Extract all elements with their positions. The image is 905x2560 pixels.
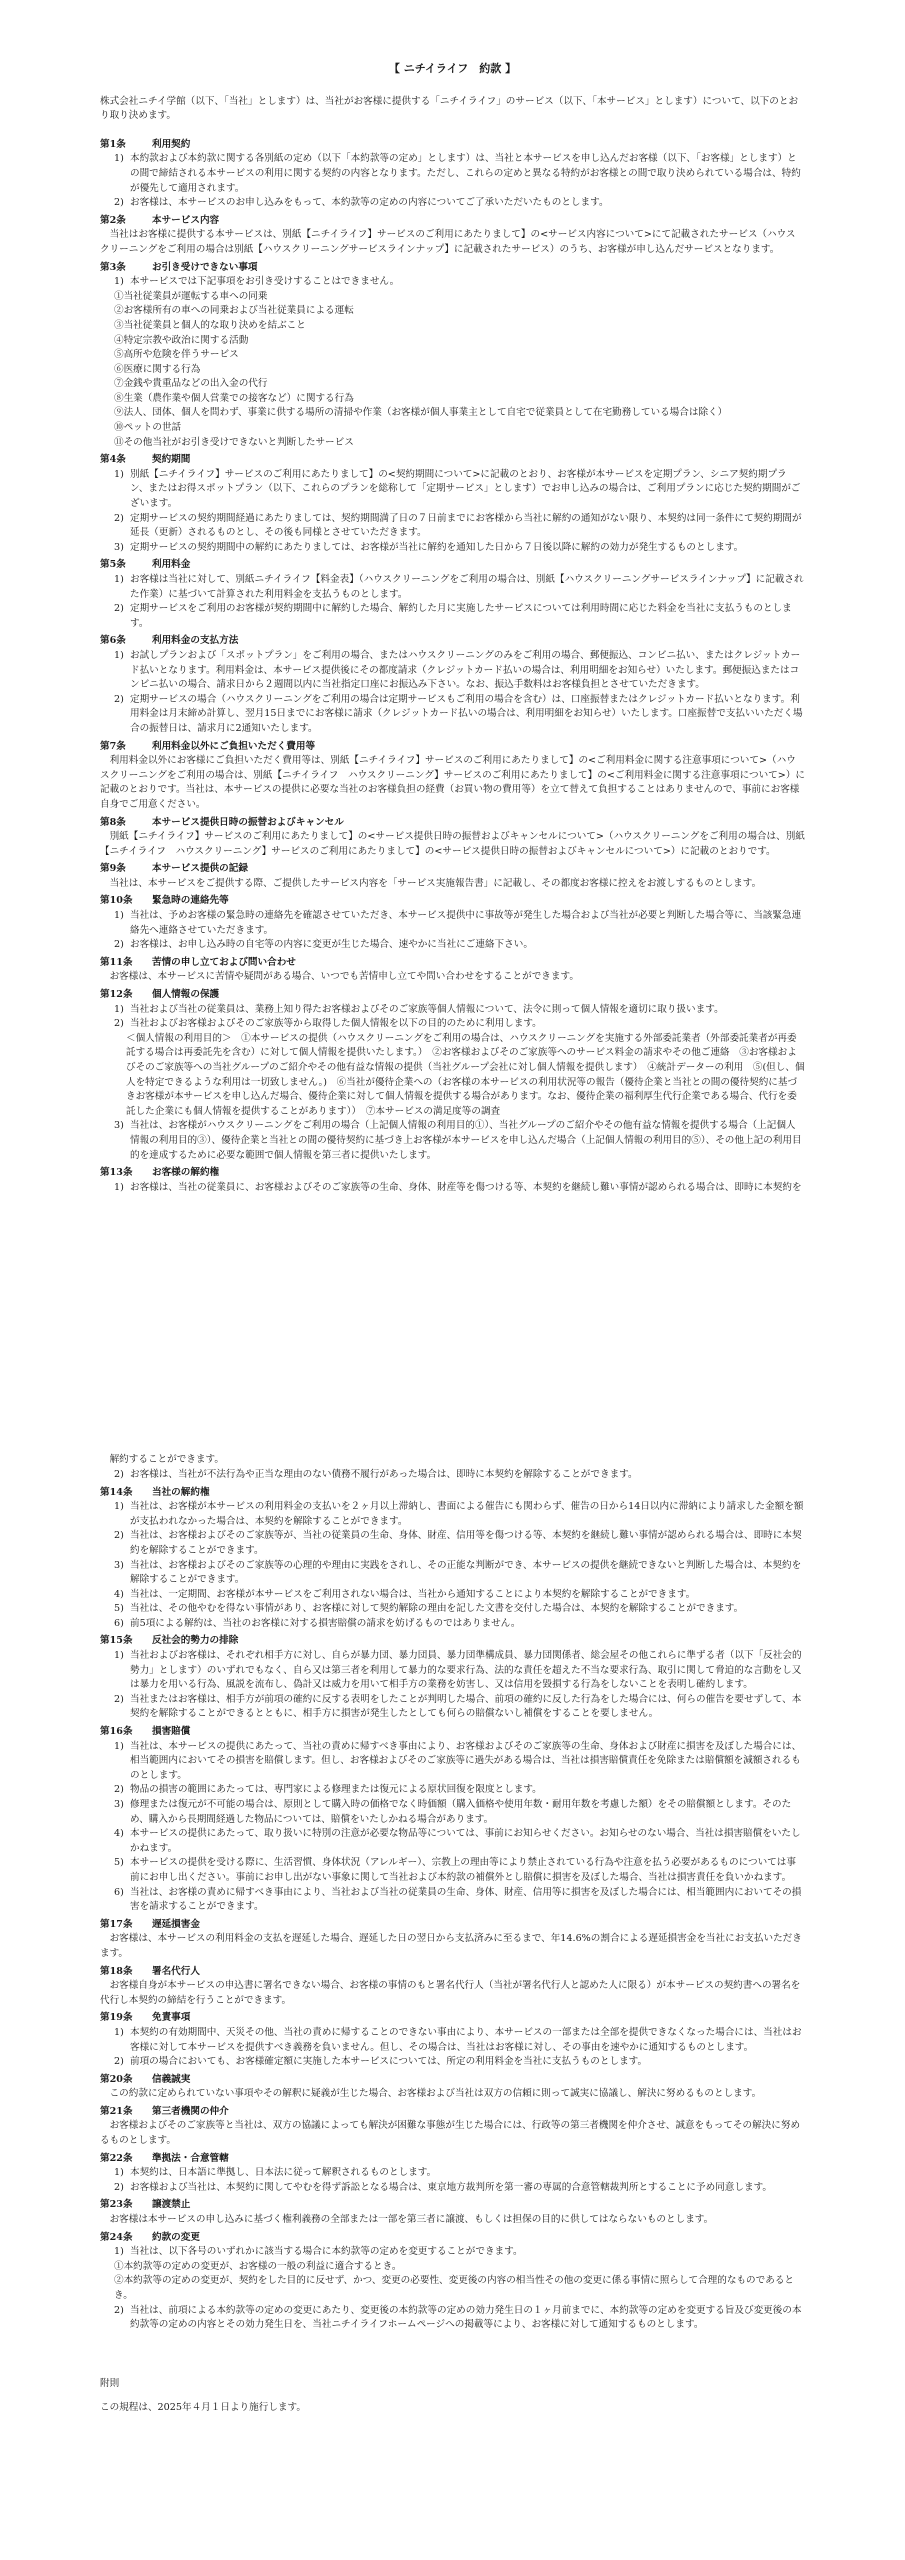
article-paragraph: この約款に定められていない事項やその解釈に疑義が生じた場合、お客様および当社は双方の信頼に則って誠実に協議し、解決に努めるものとします。 — [109, 2088, 762, 2100]
article-heading — [100, 261, 805, 276]
article-section — [100, 2231, 805, 2333]
article-heading — [100, 740, 805, 755]
article-paragraph: お客様は、本サービスの利用料金の支払を遅延した場合、遅延した日の翌日から支払済みに至るまで、年14.6%の割合による遅延損害金を当社にお支払いただきます。 — [100, 1933, 802, 1959]
article-section — [100, 956, 805, 985]
article-number: 第19条 — [100, 2012, 133, 2024]
article-section — [100, 2073, 805, 2102]
article-clause — [100, 1827, 805, 1856]
terms-sections-part-2 — [100, 1453, 805, 2332]
article-clause — [100, 1588, 805, 1603]
clause-text: お客様は、本サービスのお申し込みをもって、本約款等の定めの内容についてご了承いただいたものとします。 — [130, 197, 609, 209]
enumerated-line: ②お客様所有の車への同乗および当社従業員による運転 — [114, 305, 354, 317]
article-title: お客様の解約権 — [152, 1167, 220, 1179]
article-number: 第2条 — [100, 214, 126, 226]
article-number: 第11条 — [100, 956, 133, 968]
article-title: 利用料金 — [152, 559, 191, 571]
article-title: 本サービス提供の記録 — [152, 863, 248, 875]
appendix-text: この規程は、2025年４月１日より施行します。 — [100, 2402, 306, 2414]
clause-number: 2) — [114, 939, 124, 951]
article-title: 利用料金以外にご負担いただく費用等 — [152, 740, 316, 752]
clause-number: 4) — [114, 1828, 124, 1840]
article-heading — [100, 2198, 805, 2213]
clause-number: 5) — [114, 1603, 124, 1615]
article-title: 署名代行人 — [152, 1965, 200, 1977]
clause-text: 本契約の有効期間中、天災その他、当社の責めに帰することのできない事由により、本サービスの一部または全部を提供できなくなった場合には、当社はお客様に対して本サービスを提供すべき義務を負いません。但し、その場合は、当社はお客様に対し、その事由を速やかに通知するものとします。 — [130, 2026, 802, 2053]
article-clause — [100, 152, 805, 196]
clause-text: 当社は、以下各号のいずれかに該当する場合に本約款等の定めを変更することができます。 — [130, 2246, 523, 2258]
article-clause — [100, 2026, 805, 2055]
article-section — [100, 2011, 805, 2069]
article-clause — [100, 1017, 805, 1032]
article-paragraph: お客様は、本サービスに苦情や疑問がある場合、いつでも苦情申し立てや問い合わせをすることができます。 — [109, 971, 579, 983]
clause-text: 当社は、お客様がハウスクリーニングをご利用の場合（上記個人情報の利用目的①）、当社グループのご紹介やその他有益な情報を提供する場合（上記個人情報の利用目的③）、優待企業と当社との間の優待契約に基づき上お客様が本サービスを申し込んだ場合（上記個人情報の利用目的⑤）、その他上記の利用目的を達成するために必要な範囲で個人情報を第三者に提供いたします。 — [130, 1120, 802, 1161]
article-title: 緊急時の連絡先等 — [152, 895, 229, 907]
clause-number: 1) — [114, 574, 124, 585]
clause-number: 2) — [114, 512, 124, 524]
article-section — [100, 816, 805, 860]
article-clause — [100, 1602, 805, 1617]
enumerated-line: ⑩ペットの世話 — [114, 422, 182, 434]
clause-number: 3) — [114, 1120, 124, 1132]
enumerated-line: ⑥医療に関する行為 — [114, 363, 201, 375]
clause-text: 当社は、お客様およびそのご家族等の心理的や理由に実践をされし、その正能な判断ができ、本サービスの提供を継続できないと判断した場合は、本契約を解除することができます。 — [130, 1559, 802, 1586]
article-heading — [100, 1918, 805, 1933]
appendix — [100, 2377, 805, 2416]
article-section — [100, 1918, 805, 1962]
article-heading — [100, 816, 805, 831]
article-number: 第22条 — [100, 2152, 133, 2164]
clause-text: お客様は、当社の従業員に、お客様およびそのご家族等の生命、身体、財産等を傷つける等、本契約を継続し難い事情が認められる場合は、即時に本契約を — [130, 1181, 802, 1193]
article-number: 第15条 — [100, 1635, 133, 1647]
article-section — [100, 2105, 805, 2149]
article-heading — [100, 1965, 805, 1980]
article-clause — [100, 909, 805, 938]
article-heading — [100, 214, 805, 229]
page-break-gap — [100, 1195, 805, 1453]
clause-text: 当社は、前項による本約款等の定めの変更にあたり、変更後の本約款等の定めの効力発生日の１ヶ月前までに、本約款等の定めを変更する旨及び変更後の本約款等の定めの内容とその効力発生日を、当社ニチイライフホームページへの掲載等により、お客様に対して通知するものとします。 — [130, 2304, 802, 2331]
article-section — [100, 1486, 805, 1632]
article-clause — [100, 1693, 805, 1722]
article-title: 遅延損害金 — [152, 1918, 200, 1930]
article-heading — [100, 453, 805, 468]
purpose-list-block: ＜個人情報の利用目的＞ ①本サービスの提供（ハウスクリーニングをご利用の場合は、ハウスクリーニングを実施する外部委託業者（外部委託業者が再委託する場合は再委託先を含む）に対して個人情報を提供いたします。） ②お客様およびそのご家族等へのサービス料金の請求やその他ご連絡 ③お客様およびそのご家族等への当社グループのご紹介やその他有益な情報の提供（当社グループ会社に対し個人情報を提供します） ④統計データーの利用 ⑤(但し、個人を特定できるような利用は一切致しません。) ⑥当社が優待企業への（お客様の本サービスの利用状況等の報告（優待企業と当社との間の優待契約に基づきお客様が本サービスを申し込んだ場合、優待企業に対して個人情報を提供する場合があります。なお、優待企業の福利厚生代行企業である場合、代行を委託した企業にも個人情報を提供することがあります）） ⑦本サービスの満足度等の調査 — [126, 1032, 805, 1117]
article-heading — [100, 2073, 805, 2088]
clause-text: 物品の損害の範囲にあたっては、専門家による修理または復元による原状回復を限度とします。 — [130, 1784, 542, 1796]
article-title: 免責事項 — [152, 2012, 191, 2024]
article-title: 本サービス提供日時の振替およびキャンセル — [152, 816, 344, 828]
article-title: 反社会的勢力の排除 — [152, 1635, 239, 1647]
enumerated-line: ①本約款等の定めの変更が、お客様の一般の利益に適合するとき。 — [114, 2260, 402, 2272]
article-section — [100, 2152, 805, 2196]
article-paragraph: 利用料金以外にお客様にご負担いただく費用等は、別紙【ニチイライフ】サービスのご利用にあたりまして】の<ご利用料金に関する注意事項について>（ハウスクリーニングをご利用の場合は、別紙【ニチイライフ ハウスクリーニング】サービスのご利用にあたりまして】の<ご利用料金に関する注意事項について>）に記載のとおりです。当社は、本サービスの提供に必要な当社のお客様負担の経費（お買い物の費用等）を立て替えて負担することはありませんので、事前にお客様自身でご用意ください。 — [100, 755, 806, 810]
article-section — [100, 261, 805, 451]
article-title: 信義誠実 — [152, 2073, 191, 2085]
article-clause — [100, 541, 805, 556]
article-number: 第18条 — [100, 1965, 133, 1977]
article-number: 第12条 — [100, 989, 133, 1001]
clause-number: 1) — [114, 1501, 124, 1513]
article-clause — [100, 512, 805, 541]
clause-text: 当社およびお客様は、それぞれ相手方に対し、自らが暴力団、暴力団員、暴力団準構成員、暴力団関係者、総会屋その他これらに準ずる者（以下「反社会的勢力」とします）のいずれでもなく、自ら又は第三者を利用して暴力的な要求行為、法的な責任を超えた不当な要求行為、取引に関して脅迫的な言動をし又は暴力を用いる行為、風説を流布し、偽計又は威力を用いて相手方の業務を妨害し、又は信用を毀損する行為をしないことを表明し確約します。 — [130, 1650, 802, 1691]
article-title: 当社の解約権 — [152, 1486, 210, 1498]
article-paragraph: 別紙【ニチイライフ】サービスのご利用にあたりまして】の<サービス提供日時の振替およびキャンセルについて>（ハウスクリーニングをご利用の場合は、別紙【ニチイライフ ハウスクリーニング】サービスのご利用にあたりまして】の<サービス提供日時の振替およびキャンセルについて>）に記載のとおりです。 — [100, 831, 805, 857]
article-section — [100, 634, 805, 736]
clause-text: 当社は、お客様およびそのご家族等が、当社の従業員の生命、身体、財産、信用等を傷つける等、本契約を継続し難い事情が認められる場合は、即時に本契約を解除することができます。 — [130, 1530, 802, 1556]
enumerated-line: ⑤高所や危険を伴うサービス — [114, 349, 239, 361]
article-paragraph: お客様およびそのご家族等と当社は、双方の協議によっても解決が困難な事態が生じた場合には、行政等の第三者機関を仲介させ、誠意をもってその解決に努めるものとします。 — [100, 2120, 801, 2147]
article-section — [100, 740, 805, 813]
article-clause — [100, 649, 805, 693]
article-section — [100, 988, 805, 1163]
enumerated-line: ⑨法人、団体、個人を問わず、事業に供する場所の清掃や作業（お客様が個人事業主として自宅で従業員として在宅勤務している場合は除く） — [114, 407, 728, 419]
article-title: 契約期間 — [152, 454, 191, 466]
clause-number: 1) — [114, 2246, 124, 2258]
article-clause — [100, 1617, 805, 1632]
clause-number: 2) — [114, 1018, 124, 1030]
article-heading — [100, 138, 805, 153]
article-number: 第6条 — [100, 635, 126, 647]
article-clause — [100, 1529, 805, 1558]
clause-text: 本サービスの提供を受ける際に、生活習慣、身体状況（アレルギー）、宗教上の理由等により禁止されている行為や注意を払う必要があるものについては事前にお申し出ください。事前にお申し出がない事象に関して当社および本約款の補償外とし賠償に損害を及ぼした場合、当社は損害責任を負いかねます。 — [130, 1857, 796, 1883]
clause-number: 1) — [114, 2026, 124, 2038]
clause-text: お客様は、お申し込み時の自宅等の内容に変更が生じた場合、速やかに当社にご連絡下さい。 — [130, 939, 533, 951]
article-section — [100, 1965, 805, 2009]
article-clause — [100, 1798, 805, 1827]
document-title: 【 ニチイライフ 約款 】 — [388, 62, 517, 75]
clause-text: 当社は、お客様が本サービスの利用料金の支払いを２ヶ月以上滞納し、書面による催告にも関わらず、催告の日から14日以内に滞納により請求した金額を額が支払われなかった場合は、本契約を解除することができます。 — [130, 1501, 804, 1527]
clause-number: 1) — [114, 2167, 124, 2179]
article-section — [100, 214, 805, 258]
clause-number: 2) — [114, 693, 124, 705]
clause-number: 2) — [114, 2304, 124, 2316]
clause-text: 当社および当社の従業員は、業務上知り得たお客様およびそのご家族等個人情報について、法令に則って個人情報を適切に取り扱います。 — [130, 1003, 724, 1015]
article-number: 第23条 — [100, 2199, 133, 2211]
article-clause — [100, 1886, 805, 1915]
article-title: 損害賠償 — [152, 1726, 191, 1738]
article-title: 第三者機関の仲介 — [152, 2105, 229, 2117]
terms-sections-part-1 — [100, 138, 805, 1196]
article-section — [100, 453, 805, 555]
clause-text: お客様および当社は、本契約に関してやむを得ず訴訟となる場合は、東京地方裁判所を第一審の専属的合意管轄裁判所とすることに予め同意します。 — [130, 2181, 773, 2193]
clause-number: 1) — [114, 468, 124, 480]
article-heading — [100, 1634, 805, 1649]
article-section — [100, 558, 805, 631]
article-heading — [100, 1725, 805, 1740]
intro-paragraph: 株式会社ニチイ学館（以下、「当社」とします）は、当社がお客様に提供する「ニチイライフ」のサービス（以下、「本サービス」とします）について、以下のとおり取り決めます。 — [100, 95, 799, 122]
article-title: お引き受けできない事項 — [152, 261, 258, 273]
article-heading — [100, 956, 805, 971]
article-clause — [100, 2166, 805, 2181]
clause-text: 前項の場合においても、お客様確定額に実施した本サービスについては、所定の利用料金を当社に支払うものとします。 — [130, 2056, 648, 2068]
article-heading — [100, 2231, 805, 2246]
clause-number: 1) — [114, 910, 124, 922]
clause-number: 2) — [114, 2181, 124, 2193]
enumerated-line: ④特定宗教や政治に関する活動 — [114, 334, 249, 346]
article-section — [100, 862, 805, 891]
article-title: 約款の変更 — [152, 2231, 200, 2243]
clause-number: 3) — [114, 541, 124, 553]
clause-text: お試しプランおよび「スポットプラン」をご利用の場合、またはハウスクリーニングのみをご利用の場合、郵便振込、コンビニ払い、またはクレジットカード払いとなります。利用料金は、本サービス提供後にその都度請求（クレジットカード払いの場合は、利用明細をお知らせ）いたします。郵便振込またはコンビニ払いの場合、請求日から２週間以内に当社指定口座にお振込み下さい。なお、振込手数料はお客様負担とさせていただきます。 — [130, 649, 801, 691]
article-number: 第8条 — [100, 816, 126, 828]
article-clause — [100, 1500, 805, 1529]
clause-text: 別紙【ニチイライフ】サービスのご利用にあたりまして】の<契約期間について>に記載のとおり、お客様が本サービスを定期プラン、シニア契約期プラン、またはお得スポットプラン（以下、これらのプランを総称して「定期サービス」とします）でお申し込みの場合は、ご利用プランに応じた契約期間がございます。 — [130, 468, 801, 510]
clause-number: 1) — [114, 1740, 124, 1752]
article-title: 利用契約 — [152, 138, 191, 150]
clause-text: 当社およびお客様およびそのご家族等から取得した個人情報を以下の目的のために利用します。 — [130, 1018, 542, 1030]
article-number: 第7条 — [100, 740, 126, 752]
clause-text: 前5項による解約は、当社のお客様に対する損害賠償の請求を妨げるものではありません。 — [130, 1617, 521, 1629]
appendix-title: 附則 — [100, 2377, 120, 2389]
clause-number: 2) — [114, 1693, 124, 1705]
enumerated-line: ②本約款等の定めの変更が、契約をした目的に反せず、かつ、変更の必要性、変更後の内容の相当性その他の変更に係る事情に照らして合理的なものであるとき。 — [114, 2275, 795, 2301]
article-heading — [100, 1486, 805, 1501]
article-number: 第13条 — [100, 1167, 133, 1179]
article-clause — [100, 2304, 805, 2333]
article-clause — [100, 573, 805, 602]
article-number: 第4条 — [100, 454, 126, 466]
article-clause — [100, 275, 805, 290]
enumerated-line: ⑦金銭や貴重品などの出入金の代行 — [114, 378, 268, 390]
article-heading — [100, 988, 805, 1003]
article-heading — [100, 1166, 805, 1181]
article-number: 第3条 — [100, 261, 126, 273]
clause-number: 3) — [114, 1559, 124, 1571]
article-title: 個人情報の保護 — [152, 989, 220, 1001]
article-clause — [100, 196, 805, 211]
clause-number: 2) — [114, 603, 124, 615]
article-heading — [100, 2152, 805, 2167]
article-section — [100, 2198, 805, 2227]
article-title: 準拠法・合意管轄 — [152, 2152, 229, 2164]
clause-text: 当社は、お客様の責めに帰すべき事由により、当社および当社の従業員の生命、身体、財産、信用等に損害を及ぼした場合には、相当範囲内においてその損害を請求することができます。 — [130, 1886, 802, 1913]
clause-number: 1) — [114, 649, 124, 661]
clause-number: 2) — [114, 2056, 124, 2068]
article-clause — [100, 2181, 805, 2196]
article-paragraph: 当社は、本サービスをご提供する際、ご提供したサービス内容を「サービス実施報告書」に記載し、その都度お客様に控えをお渡しするものとします。 — [109, 877, 762, 889]
clause-number: 2) — [114, 1530, 124, 1542]
article-clause — [100, 1468, 805, 1483]
article-number: 第21条 — [100, 2105, 133, 2117]
article-clause — [100, 1003, 805, 1018]
article-clause — [100, 1119, 805, 1163]
clause-text: 当社は、本サービスの提供にあたって、当社の責めに帰すべき事由により、お客様およびそのご家族等の生命、身体および財産に損害を及ぼした場合には、相当範囲内においてその損害を賠償します。但し、お客様およびそのご家族等に過失がある場合は、当社は損害賠償責任を免除または賠償額を減額されるものとします。 — [130, 1740, 802, 1781]
clause-text: 本契約は、日本語に準拠し、日本法に従って解釈されるものとします。 — [130, 2167, 437, 2179]
article-number: 第5条 — [100, 559, 126, 571]
appendix-gap — [100, 2333, 805, 2377]
clause-text: 定期サービスの場合（ハウスクリーニングをご利用の場合は定期サービスもご利用の場合を含む）は、口座振替またはクレジットカード払いとなります。利用料金は月末締め計算し、翌月15日までにお客様に請求（クレジットカード払いの場合は、利用明細をお知らせ）いたします。口座振替で支払いいただく場合の振替日は、請求月に2通知いたします。 — [130, 693, 803, 734]
article-clause — [100, 468, 805, 512]
article-title: 苦情の申し立ておよび問い合わせ — [152, 956, 296, 968]
clause-number: 2) — [114, 197, 124, 209]
article-clause — [100, 1856, 805, 1885]
article-title: 利用料金の支払方法 — [152, 635, 239, 647]
article-clause — [100, 2055, 805, 2070]
article-clause — [100, 2245, 805, 2260]
enumerated-line: ⑪その他当社がお引き受けできないと判断したサービス — [114, 436, 354, 448]
clause-number: 3) — [114, 1799, 124, 1810]
article-clause — [100, 602, 805, 631]
clause-number: 6) — [114, 1886, 124, 1898]
article-heading — [100, 2011, 805, 2026]
clause-text: 本サービスの提供にあたって、取り扱いに特別の注意が必要な物品等については、事前にお知らせください。お知らせのない場合、当社は損害賠償をいたしかねます。 — [130, 1828, 801, 1854]
article-number: 第9条 — [100, 863, 126, 875]
article-paragraph: お客様は本サービスの申し込みに基づく権利義務の全部または一部を第三者に譲渡、もしくは担保の目的に供してはならないものとします。 — [109, 2214, 714, 2226]
article-section — [100, 1453, 805, 1482]
article-number: 第16条 — [100, 1726, 133, 1738]
article-clause — [100, 693, 805, 737]
article-clause — [100, 1559, 805, 1588]
article-number: 第1条 — [100, 138, 126, 150]
article-clause — [100, 1649, 805, 1693]
clause-number: 4) — [114, 1588, 124, 1600]
article-number: 第20条 — [100, 2073, 133, 2085]
article-paragraph: 当社はお客様に提供する本サービスは、別紙【ニチイライフ】サービスのご利用にあたりまして】の<サービス内容について>にて記載されたサービス（ハウスクリーニングをご利用の場合は別紙【ハウスクリーニングサービスラインナップ】に記載されたサービス）のうち、お客様が申し込んだサービスとなります。 — [100, 229, 796, 255]
clause-number: 1) — [114, 1003, 124, 1015]
clause-text: 修理または復元が不可能の場合は、原則として購入時の価格でなく時価額（購入価格や使用年数・耐用年数を考慮した額）をその賠償額とします。そのため、購入から長期間経過した物品については、賠償をいたしかねる場合があります。 — [130, 1799, 792, 1825]
article-number: 第24条 — [100, 2231, 133, 2243]
clause-number: 2) — [114, 1468, 124, 1480]
article-section — [100, 138, 805, 211]
clause-number: 1) — [114, 1650, 124, 1662]
enumerated-line: ③当社従業員と個人的な取り決めを結ぶこと — [114, 319, 306, 331]
clause-number: 6) — [114, 1617, 124, 1629]
article-heading — [100, 894, 805, 909]
clause-number: 1) — [114, 153, 124, 165]
article-clause — [100, 938, 805, 953]
article-clause — [100, 1740, 805, 1784]
clause-number: 5) — [114, 1857, 124, 1869]
enumerated-line: ⑧生業（農作業や個人営業での接客など）に関する行為 — [114, 392, 354, 404]
clause-number: 1) — [114, 1181, 124, 1193]
article-title: 本サービス内容 — [152, 214, 220, 226]
article-number: 第14条 — [100, 1486, 133, 1498]
article-heading — [100, 634, 805, 649]
article-title: 譲渡禁止 — [152, 2199, 191, 2211]
clause-text: お客様は当社に対して、別紙ニチイライフ【料金表】（ハウスクリーニングをご利用の場合は、別紙【ハウスクリーニングサービスラインナップ】に記載された作業）に基づいて計算された利用料金を支払うものとします。 — [130, 574, 804, 600]
article-section — [100, 1166, 805, 1195]
clause-text: 当社は、一定期間、お客様が本サービスをご利用されない場合は、当社から通知することにより本契約を解除することができます。 — [130, 1588, 696, 1600]
clause-text: 当社は、その他やむを得ない事情があり、お客様に対して契約解除の理由を記した文書を交付した場合は、本契約を解除することができます。 — [130, 1603, 744, 1615]
clause-text: 定期サービスの契約期間経過にあたりましては、契約期間満了日の７日前までにお客様から当社に解約の通知がない限り、本契約は同一条件にて契約期間が延長（更新）されるものとし、その後も同様とさせていただきます。 — [130, 512, 802, 539]
article-paragraph: お客様自身が本サービスの申込書に署名できない場合、お客様の事情のもと署名代行人（当社が署名代行人と認めた人に限る）が本サービスの契約書への署名を代行し本契約の締結を行うことができます。 — [100, 1980, 801, 2006]
clause-text: 定期サービスをご利用のお客様が契約期間中に解約した場合、解約した月に実施したサービスについては利用時間に応じた料金を当社に支払うものとします。 — [130, 603, 792, 629]
article-number: 第10条 — [100, 895, 133, 907]
clause-number: 1) — [114, 276, 124, 288]
article-heading — [100, 2105, 805, 2120]
clause-number: 2) — [114, 1784, 124, 1796]
article-section — [100, 1634, 805, 1722]
clause-text: 本約款および本約款に関する各別紙の定め（以下「本約款等の定め」とします）は、当社と本サービスを申し込んだお客様（以下、「お客様」とします）との間で締結される本サービスの利用に関する契約の内容となります。ただし、これらの定めと異なる特約がお客様との間で取り決められている場合は、特約が優先して適用されます。 — [130, 153, 801, 194]
article-section — [100, 1725, 805, 1915]
clause-text: 定期サービスの契約期間中の解約にあたりましては、お客様が当社に解約を通知した日から７日後以降に解約の効力が発生するものとします。 — [130, 541, 744, 553]
clause-text: 当社またはお客様は、相手方が前項の確約に反する表明をしたことが判明した場合、前項の確約に反した行為をした場合には、何らの催告を要せずして、本契約を解除することができるとともに、相手方に損害が発生したとしても何らの賠償ないし補償をすることを要しません。 — [130, 1693, 802, 1720]
enumerated-line: ①当社従業員が運転する車への同乗 — [114, 290, 268, 302]
article-clause — [100, 1181, 805, 1196]
clause-text: お客様は、当社が不法行為や正当な理由のない債務不履行があった場合は、即時に本契約を解除することができます。 — [130, 1468, 638, 1480]
article-section — [100, 894, 805, 952]
article-clause — [100, 1783, 805, 1798]
clause-text: 本サービスでは下記事項をお引き受けすることはできません。 — [130, 276, 400, 288]
article-heading — [100, 558, 805, 573]
article-paragraph: 解約することができます。 — [109, 1454, 224, 1466]
article-number: 第17条 — [100, 1918, 133, 1930]
clause-text: 当社は、予めお客様の緊急時の連絡先を確認させていただき、本サービス提供中に事故等が発生した場合および当社が必要と判断した場合等に、当該緊急連絡先へ連絡させていただきます。 — [130, 910, 802, 936]
article-heading — [100, 862, 805, 877]
